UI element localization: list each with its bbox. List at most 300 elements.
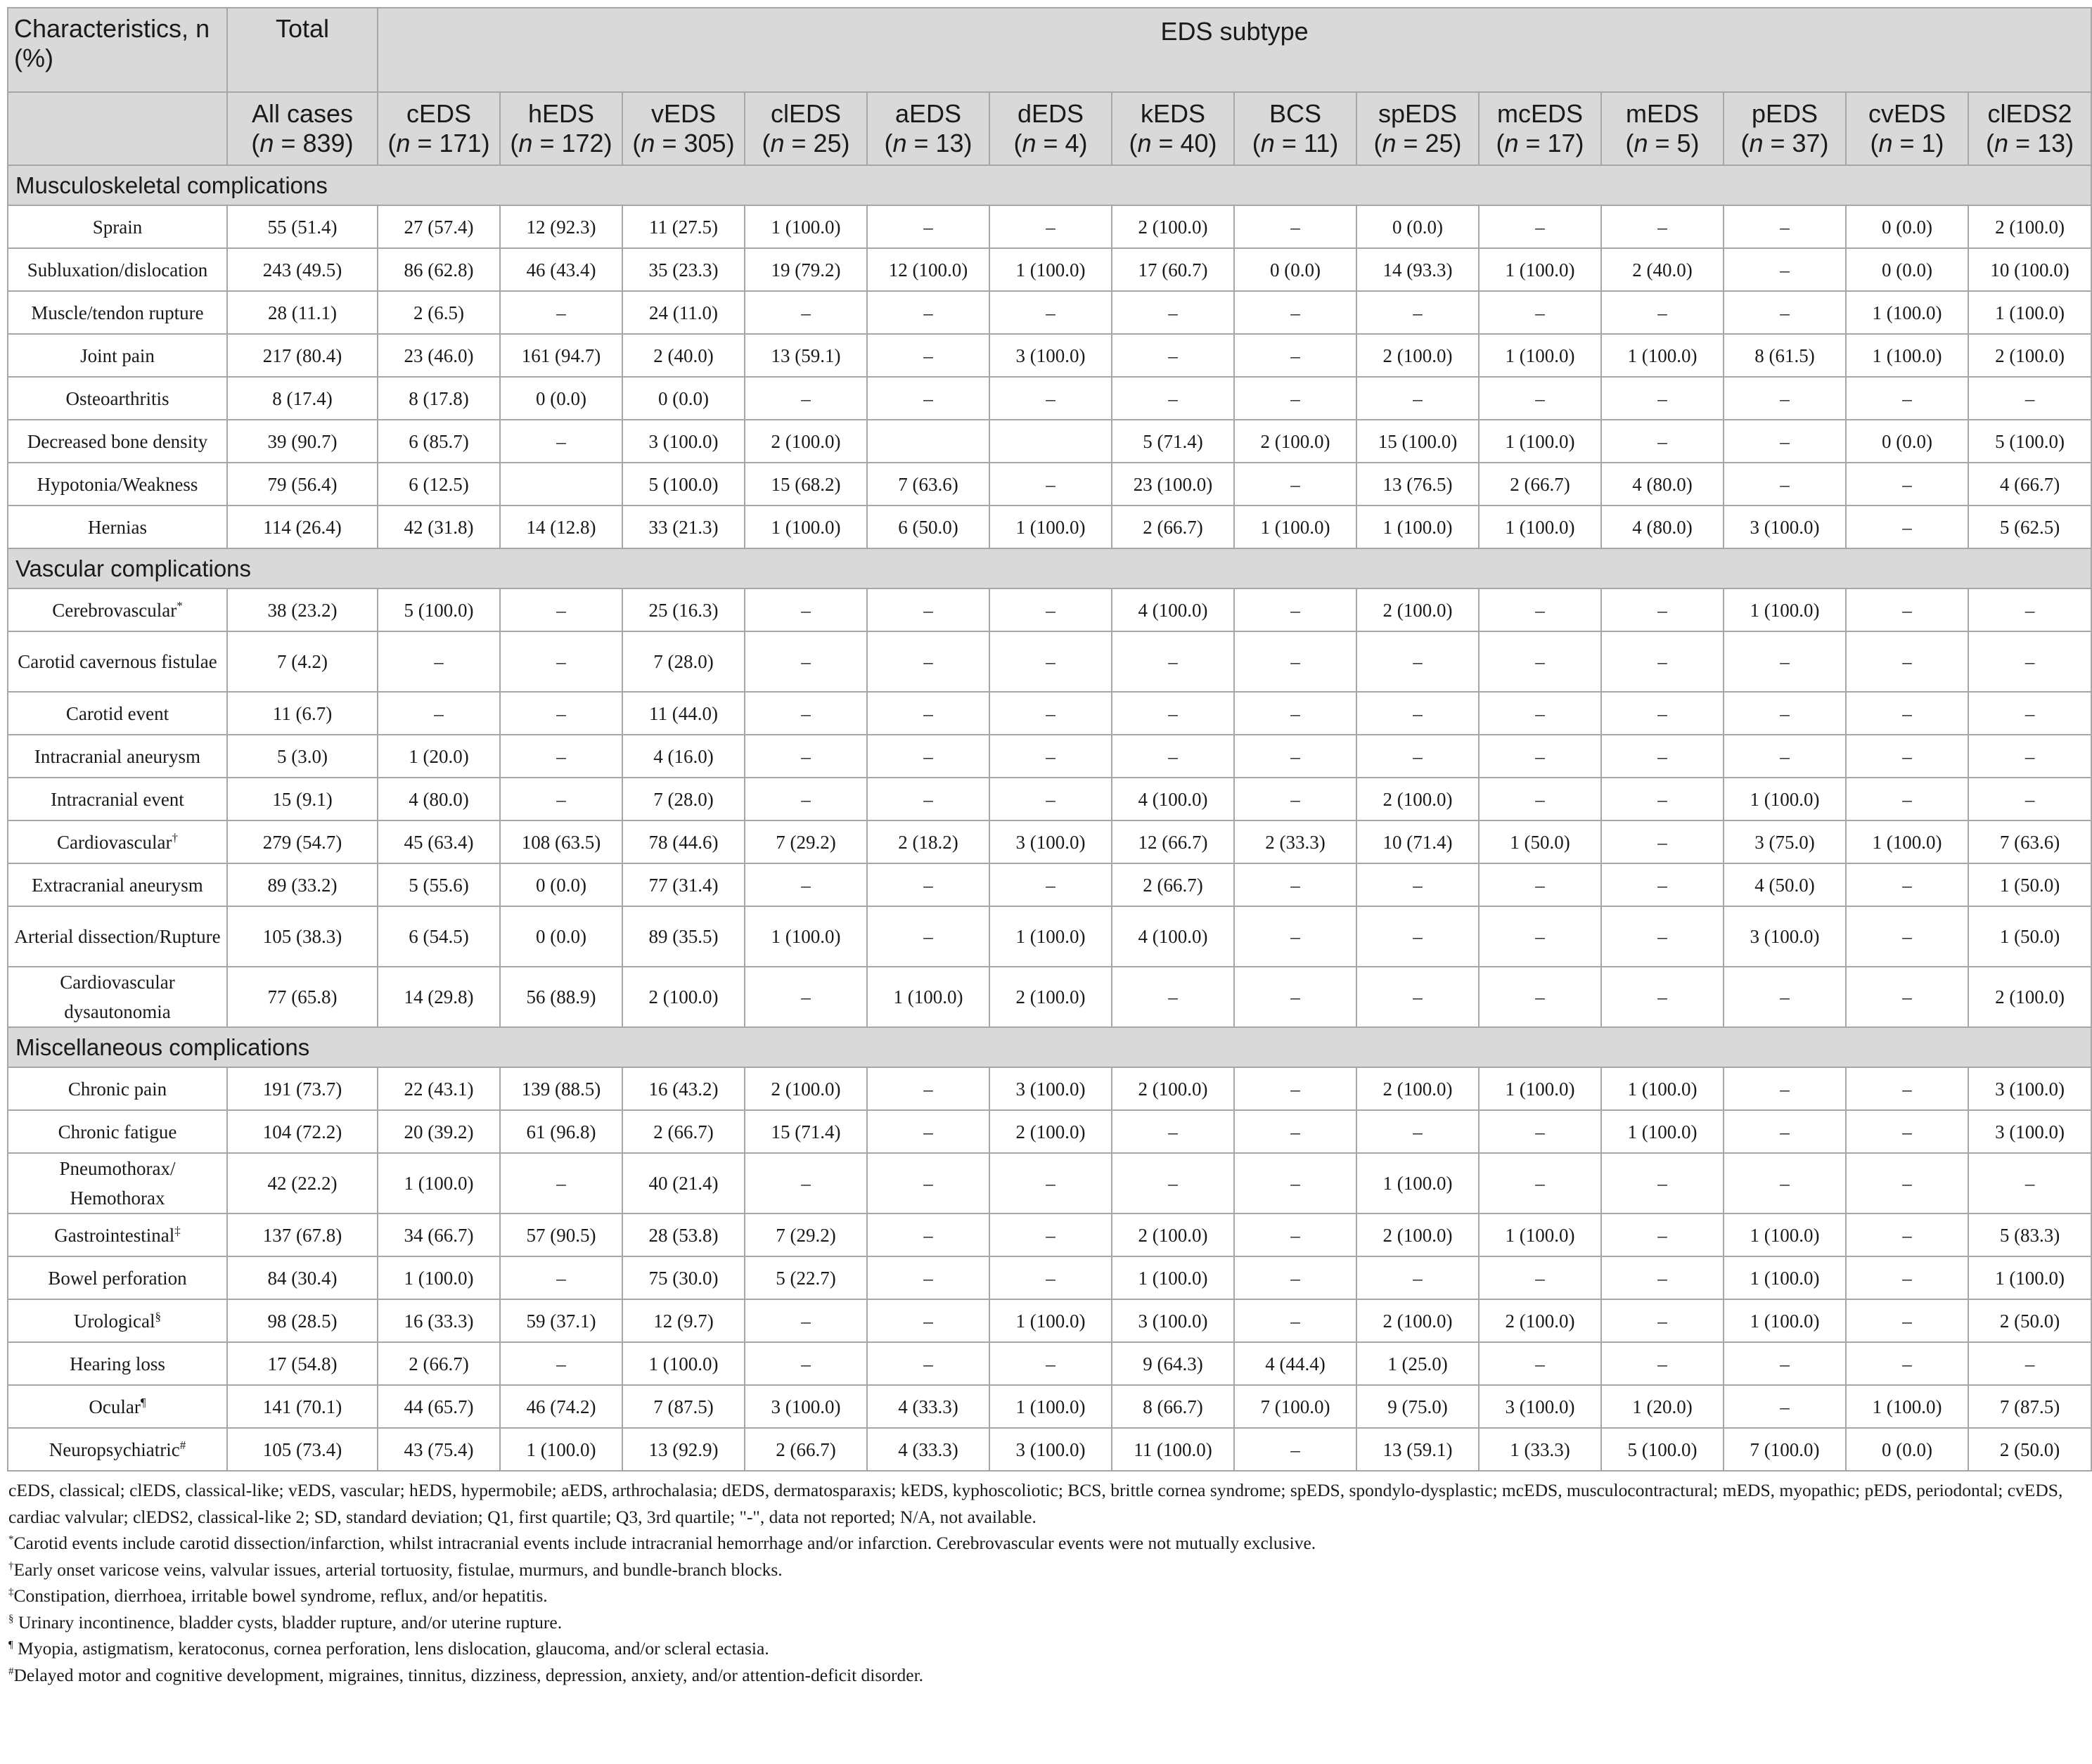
- value-cell: 4 (33.3): [867, 1385, 989, 1428]
- value-cell: –: [1846, 1153, 1968, 1213]
- value-cell: 1 (100.0): [1724, 1299, 1846, 1342]
- table-body: [8, 165, 2091, 1471]
- table-row: [8, 906, 2091, 967]
- table-row: [8, 377, 2091, 420]
- value-cell: 5 (83.3): [1968, 1213, 2091, 1256]
- value-cell: 3 (100.0): [745, 1385, 867, 1428]
- value-cell: –: [867, 588, 989, 631]
- value-cell: 7 (63.6): [1968, 820, 2091, 863]
- value-cell: –: [500, 291, 622, 334]
- value-cell: –: [1724, 1153, 1846, 1213]
- value-cell: –: [1234, 1256, 1356, 1299]
- value-cell: 2 (33.3): [1234, 820, 1356, 863]
- table-row: [8, 735, 2091, 778]
- value-cell: 4 (33.3): [867, 1428, 989, 1471]
- value-cell: –: [500, 778, 622, 820]
- value-cell: –: [1968, 1342, 2091, 1385]
- subtype-header: vEDS (n = 305): [622, 92, 745, 165]
- value-cell: –: [867, 692, 989, 735]
- value-cell: –: [378, 631, 500, 692]
- table-row: [8, 463, 2091, 506]
- value-cell: –: [1846, 778, 1968, 820]
- value-cell: 2 (50.0): [1968, 1299, 2091, 1342]
- value-cell: [500, 463, 622, 506]
- row-label-cell: [8, 377, 227, 420]
- value-cell: –: [1601, 863, 1724, 906]
- value-cell: –: [1112, 377, 1234, 420]
- value-cell: 33 (21.3): [622, 506, 745, 548]
- value-cell: 3 (75.0): [1724, 820, 1846, 863]
- value-cell: –: [500, 1256, 622, 1299]
- total-cell: 11 (6.7): [227, 692, 378, 735]
- value-cell: –: [745, 1153, 867, 1213]
- row-label-cell: [8, 248, 227, 291]
- value-cell: 23 (100.0): [1112, 463, 1234, 506]
- value-cell: –: [1234, 334, 1356, 377]
- value-cell: 3 (100.0): [1968, 1110, 2091, 1153]
- value-cell: –: [1968, 631, 2091, 692]
- value-cell: 3 (100.0): [1968, 1067, 2091, 1110]
- value-cell: 1 (100.0): [1479, 420, 1601, 463]
- table-row: [8, 205, 2091, 248]
- value-cell: –: [1724, 967, 1846, 1027]
- table-row: [8, 1299, 2091, 1342]
- value-cell: 4 (16.0): [622, 735, 745, 778]
- total-cell: 114 (26.4): [227, 506, 378, 548]
- value-cell: –: [745, 291, 867, 334]
- value-cell: 14 (29.8): [378, 967, 500, 1027]
- value-cell: 139 (88.5): [500, 1067, 622, 1110]
- header-row-2: [8, 92, 2091, 165]
- value-cell: 23 (46.0): [378, 334, 500, 377]
- value-cell: 1 (100.0): [378, 1256, 500, 1299]
- value-cell: –: [989, 692, 1112, 735]
- value-cell: 1 (25.0): [1356, 1342, 1479, 1385]
- footnote-text: Delayed motor and cognitive development, migraines, tinnitus, dizziness, depression, anxiety, and/or attention-deficit disorder.: [13, 1664, 924, 1685]
- value-cell: –: [1601, 420, 1724, 463]
- total-cell: 279 (54.7): [227, 820, 378, 863]
- total-cell: 217 (80.4): [227, 334, 378, 377]
- row-label-cell: [8, 1067, 227, 1110]
- row-label: Ocular: [89, 1396, 141, 1417]
- value-cell: 13 (76.5): [1356, 463, 1479, 506]
- value-cell: 22 (43.1): [378, 1067, 500, 1110]
- value-cell: 5 (71.4): [1112, 420, 1234, 463]
- subtype-n: 37: [1792, 129, 1821, 157]
- value-cell: 12 (66.7): [1112, 820, 1234, 863]
- footnote-list: [8, 1530, 2083, 1688]
- value-cell: 20 (39.2): [378, 1110, 500, 1153]
- value-cell: 5 (100.0): [622, 463, 745, 506]
- value-cell: 27 (57.4): [378, 205, 500, 248]
- subtype-n: 25: [813, 129, 842, 157]
- subtype-name: clEDS: [770, 99, 842, 128]
- row-label-cell: [8, 906, 227, 967]
- value-cell: –: [1479, 291, 1601, 334]
- value-cell: –: [1234, 1299, 1356, 1342]
- value-cell: –: [989, 463, 1112, 506]
- row-label-cell: [8, 463, 227, 506]
- value-cell: –: [1479, 588, 1601, 631]
- value-cell: 0 (0.0): [500, 906, 622, 967]
- value-cell: –: [1479, 692, 1601, 735]
- row-label: Intracranial event: [51, 788, 184, 810]
- value-cell: –: [1234, 967, 1356, 1027]
- value-cell: –: [867, 205, 989, 248]
- value-cell: –: [1724, 1385, 1846, 1428]
- value-cell: 2 (40.0): [622, 334, 745, 377]
- value-cell: –: [1356, 291, 1479, 334]
- value-cell: 6 (85.7): [378, 420, 500, 463]
- value-cell: –: [1601, 631, 1724, 692]
- subtype-header: hEDS (n = 172): [500, 92, 622, 165]
- value-cell: 4 (50.0): [1724, 863, 1846, 906]
- value-cell: 2 (100.0): [745, 420, 867, 463]
- value-cell: 0 (0.0): [1356, 205, 1479, 248]
- all-cases-n: 839: [302, 129, 345, 157]
- subtype-header: cvEDS (n = 1): [1846, 92, 1968, 165]
- total-cell: 7 (4.2): [227, 631, 378, 692]
- total-cell: 137 (67.8): [227, 1213, 378, 1256]
- value-cell: [989, 420, 1112, 463]
- total-header: Total: [227, 8, 378, 92]
- value-cell: 1 (100.0): [989, 1385, 1112, 1428]
- value-cell: –: [1112, 631, 1234, 692]
- table-row: [8, 820, 2091, 863]
- value-cell: 7 (28.0): [622, 778, 745, 820]
- row-label: Arterial dissection/Rupture: [14, 926, 221, 947]
- value-cell: –: [1846, 588, 1968, 631]
- value-cell: –: [1234, 291, 1356, 334]
- value-cell: 2 (66.7): [378, 1342, 500, 1385]
- section-row: [8, 165, 2091, 205]
- value-cell: –: [1601, 205, 1724, 248]
- value-cell: 15 (68.2): [745, 463, 867, 506]
- subtype-n: 5: [1676, 129, 1691, 157]
- value-cell: –: [989, 1153, 1112, 1213]
- subtype-header: dEDS (n = 4): [989, 92, 1112, 165]
- total-cell: 105 (73.4): [227, 1428, 378, 1471]
- value-cell: 4 (80.0): [1601, 506, 1724, 548]
- value-cell: 1 (100.0): [1112, 1256, 1234, 1299]
- value-cell: 57 (90.5): [500, 1213, 622, 1256]
- value-cell: –: [1356, 377, 1479, 420]
- value-cell: –: [1968, 588, 2091, 631]
- table-row: [8, 1110, 2091, 1153]
- subtype-header: mEDS (n = 5): [1601, 92, 1724, 165]
- value-cell: 45 (63.4): [378, 820, 500, 863]
- row-label-cell: [8, 967, 227, 1027]
- value-cell: –: [1356, 692, 1479, 735]
- value-cell: 3 (100.0): [989, 820, 1112, 863]
- total-cell: 105 (38.3): [227, 906, 378, 967]
- table-row: [8, 1385, 2091, 1428]
- value-cell: 9 (75.0): [1356, 1385, 1479, 1428]
- value-cell: –: [1724, 631, 1846, 692]
- value-cell: 2 (100.0): [1356, 1299, 1479, 1342]
- subtype-name: kEDS: [1140, 99, 1206, 128]
- value-cell: –: [745, 1342, 867, 1385]
- table-footnotes: [7, 1477, 2083, 1688]
- row-label-cell: [8, 334, 227, 377]
- value-cell: 0 (0.0): [622, 377, 745, 420]
- value-cell: 1 (33.3): [1479, 1428, 1601, 1471]
- section-title: Musculoskeletal complications: [8, 165, 2091, 205]
- subtype-header: pEDS (n = 37): [1724, 92, 1846, 165]
- value-cell: 7 (100.0): [1724, 1428, 1846, 1471]
- value-cell: 2 (100.0): [1112, 205, 1234, 248]
- value-cell: 1 (100.0): [1479, 1213, 1601, 1256]
- table-row: [8, 1153, 2091, 1213]
- value-cell: 2 (100.0): [622, 967, 745, 1027]
- total-cell: 79 (56.4): [227, 463, 378, 506]
- value-cell: –: [1601, 820, 1724, 863]
- value-cell: –: [989, 631, 1112, 692]
- value-cell: 2 (100.0): [1968, 334, 2091, 377]
- value-cell: 1 (100.0): [1724, 588, 1846, 631]
- value-cell: 3 (100.0): [989, 334, 1112, 377]
- all-cases-header: All cases (n = 839): [227, 92, 378, 165]
- value-cell: –: [1724, 248, 1846, 291]
- row-label: Gastrointestinal: [54, 1224, 175, 1246]
- row-label: Pneumothorax/ Hemothorax: [59, 1158, 176, 1209]
- table-row: [8, 1256, 2091, 1299]
- value-cell: 24 (11.0): [622, 291, 745, 334]
- subtype-n: 17: [1547, 129, 1576, 157]
- value-cell: 7 (87.5): [622, 1385, 745, 1428]
- value-cell: –: [1234, 735, 1356, 778]
- value-cell: 2 (40.0): [1601, 248, 1724, 291]
- total-cell: 17 (54.8): [227, 1342, 378, 1385]
- value-cell: –: [1846, 1110, 1968, 1153]
- value-cell: –: [745, 631, 867, 692]
- value-cell: 5 (55.6): [378, 863, 500, 906]
- value-cell: –: [1356, 631, 1479, 692]
- value-cell: –: [1724, 205, 1846, 248]
- subtype-header: cEDS (n = 171): [378, 92, 500, 165]
- value-cell: –: [1846, 863, 1968, 906]
- row-label: Chronic fatigue: [58, 1121, 177, 1142]
- value-cell: [867, 420, 989, 463]
- value-cell: –: [1601, 692, 1724, 735]
- subtype-n: 40: [1180, 129, 1209, 157]
- value-cell: –: [745, 778, 867, 820]
- total-cell: 55 (51.4): [227, 205, 378, 248]
- value-cell: –: [1846, 506, 1968, 548]
- value-cell: –: [867, 1153, 989, 1213]
- value-cell: –: [1724, 692, 1846, 735]
- value-cell: 1 (100.0): [989, 906, 1112, 967]
- value-cell: 59 (37.1): [500, 1299, 622, 1342]
- value-cell: –: [1234, 1110, 1356, 1153]
- footnote: [8, 1635, 2083, 1662]
- table-row: [8, 506, 2091, 548]
- value-cell: –: [1601, 1256, 1724, 1299]
- value-cell: –: [500, 1342, 622, 1385]
- value-cell: –: [867, 1067, 989, 1110]
- value-cell: 2 (6.5): [378, 291, 500, 334]
- value-cell: 1 (100.0): [1356, 1153, 1479, 1213]
- value-cell: –: [867, 1256, 989, 1299]
- value-cell: 11 (44.0): [622, 692, 745, 735]
- value-cell: –: [1601, 1213, 1724, 1256]
- total-cell: 28 (11.1): [227, 291, 378, 334]
- value-cell: 0 (0.0): [1846, 420, 1968, 463]
- subtype-header: kEDS (n = 40): [1112, 92, 1234, 165]
- value-cell: 7 (100.0): [1234, 1385, 1356, 1428]
- value-cell: –: [867, 1342, 989, 1385]
- table-container: [7, 7, 2085, 1688]
- footnote-marker: §: [155, 1309, 161, 1323]
- section-title: Vascular complications: [8, 548, 2091, 588]
- value-cell: 61 (96.8): [500, 1110, 622, 1153]
- subtype-n: 171: [439, 129, 482, 157]
- footnote-mark: §: [8, 1613, 14, 1624]
- value-cell: 75 (30.0): [622, 1256, 745, 1299]
- value-cell: 46 (43.4): [500, 248, 622, 291]
- value-cell: –: [867, 906, 989, 967]
- footnote: [8, 1530, 2083, 1557]
- subtype-header: spEDS (n = 25): [1356, 92, 1479, 165]
- footnote-mark: ¶: [8, 1639, 13, 1651]
- value-cell: –: [867, 1299, 989, 1342]
- value-cell: –: [745, 967, 867, 1027]
- value-cell: –: [989, 863, 1112, 906]
- value-cell: 1 (100.0): [1968, 291, 2091, 334]
- table-row: [8, 967, 2091, 1027]
- value-cell: –: [1601, 377, 1724, 420]
- value-cell: 14 (12.8): [500, 506, 622, 548]
- value-cell: 1 (100.0): [989, 506, 1112, 548]
- value-cell: 6 (54.5): [378, 906, 500, 967]
- value-cell: –: [989, 1342, 1112, 1385]
- row-label: Cerebrovascular: [52, 599, 177, 621]
- total-cell: 141 (70.1): [227, 1385, 378, 1428]
- row-label: Chronic pain: [68, 1078, 167, 1100]
- value-cell: –: [500, 1153, 622, 1213]
- value-cell: –: [867, 735, 989, 778]
- footnote-text: Myopia, astigmatism, keratoconus, cornea perforation, lens dislocation, glaucoma, and/or scleral ectasia.: [13, 1638, 769, 1659]
- footnote: [8, 1662, 2083, 1689]
- value-cell: 1 (100.0): [378, 1153, 500, 1213]
- value-cell: 3 (100.0): [1724, 906, 1846, 967]
- value-cell: 3 (100.0): [622, 420, 745, 463]
- subtype-header: clEDS (n = 25): [745, 92, 867, 165]
- row-label: Decreased bone density: [27, 430, 208, 452]
- row-label: Carotid cavernous fistulae: [18, 651, 217, 672]
- value-cell: –: [1601, 1153, 1724, 1213]
- value-cell: –: [745, 377, 867, 420]
- value-cell: 42 (31.8): [378, 506, 500, 548]
- section-row: [8, 1027, 2091, 1067]
- value-cell: –: [1479, 1153, 1601, 1213]
- value-cell: –: [1479, 1256, 1601, 1299]
- value-cell: 34 (66.7): [378, 1213, 500, 1256]
- row-label-cell: [8, 588, 227, 631]
- value-cell: –: [1234, 631, 1356, 692]
- row-label: Muscle/tendon rupture: [31, 302, 204, 323]
- value-cell: –: [867, 1110, 989, 1153]
- table-row: [8, 420, 2091, 463]
- value-cell: –: [1234, 863, 1356, 906]
- value-cell: 1 (100.0): [1724, 1256, 1846, 1299]
- value-cell: 0 (0.0): [500, 377, 622, 420]
- value-cell: 2 (100.0): [1479, 1299, 1601, 1342]
- value-cell: 1 (100.0): [1846, 820, 1968, 863]
- row-label-cell: [8, 1385, 227, 1428]
- value-cell: 1 (100.0): [1724, 778, 1846, 820]
- value-cell: –: [989, 377, 1112, 420]
- row-label: Hernias: [88, 516, 147, 538]
- value-cell: 2 (100.0): [1356, 1067, 1479, 1110]
- value-cell: 2 (100.0): [1356, 334, 1479, 377]
- row-label-cell: [8, 820, 227, 863]
- value-cell: –: [1968, 692, 2091, 735]
- value-cell: 2 (66.7): [1112, 863, 1234, 906]
- row-label-cell: [8, 631, 227, 692]
- footnote-marker: †: [172, 830, 178, 844]
- row-label-cell: [8, 1428, 227, 1471]
- value-cell: 2 (100.0): [1356, 1213, 1479, 1256]
- value-cell: 5 (100.0): [1601, 1428, 1724, 1471]
- value-cell: –: [1601, 735, 1724, 778]
- value-cell: 1 (100.0): [1968, 1256, 2091, 1299]
- value-cell: 4 (80.0): [378, 778, 500, 820]
- value-cell: 4 (80.0): [1601, 463, 1724, 506]
- value-cell: 2 (66.7): [1112, 506, 1234, 548]
- value-cell: 1 (50.0): [1968, 863, 2091, 906]
- value-cell: 28 (53.8): [622, 1213, 745, 1256]
- value-cell: 12 (9.7): [622, 1299, 745, 1342]
- total-cell: 42 (22.2): [227, 1153, 378, 1213]
- total-cell: 77 (65.8): [227, 967, 378, 1027]
- value-cell: –: [1846, 1213, 1968, 1256]
- value-cell: 2 (18.2): [867, 820, 989, 863]
- row-label: Hearing loss: [70, 1353, 165, 1374]
- value-cell: –: [1601, 588, 1724, 631]
- value-cell: –: [1234, 778, 1356, 820]
- value-cell: 17 (60.7): [1112, 248, 1234, 291]
- value-cell: 1 (100.0): [867, 967, 989, 1027]
- value-cell: 1 (100.0): [1479, 1067, 1601, 1110]
- value-cell: 1 (100.0): [1601, 334, 1724, 377]
- subtype-name: pEDS: [1751, 99, 1818, 128]
- table-row: [8, 248, 2091, 291]
- characteristics-header: Characteristics, n (%): [8, 8, 227, 92]
- value-cell: 3 (100.0): [1724, 506, 1846, 548]
- value-cell: –: [378, 692, 500, 735]
- value-cell: –: [1356, 735, 1479, 778]
- footnote-marker: ¶: [140, 1395, 146, 1409]
- value-cell: 7 (63.6): [867, 463, 989, 506]
- value-cell: 7 (29.2): [745, 1213, 867, 1256]
- subtype-name: aEDS: [894, 99, 962, 128]
- row-label: Hypotonia/Weakness: [37, 473, 198, 495]
- value-cell: 4 (100.0): [1112, 906, 1234, 967]
- value-cell: 0 (0.0): [1846, 205, 1968, 248]
- subtype-header: aEDS (n = 13): [867, 92, 989, 165]
- total-cell: 39 (90.7): [227, 420, 378, 463]
- row-label-cell: [8, 1299, 227, 1342]
- value-cell: –: [1846, 1067, 1968, 1110]
- value-cell: 8 (61.5): [1724, 334, 1846, 377]
- value-cell: –: [1846, 377, 1968, 420]
- value-cell: –: [867, 631, 989, 692]
- table-row: [8, 863, 2091, 906]
- value-cell: –: [1356, 1110, 1479, 1153]
- value-cell: 1 (100.0): [989, 248, 1112, 291]
- value-cell: 0 (0.0): [500, 863, 622, 906]
